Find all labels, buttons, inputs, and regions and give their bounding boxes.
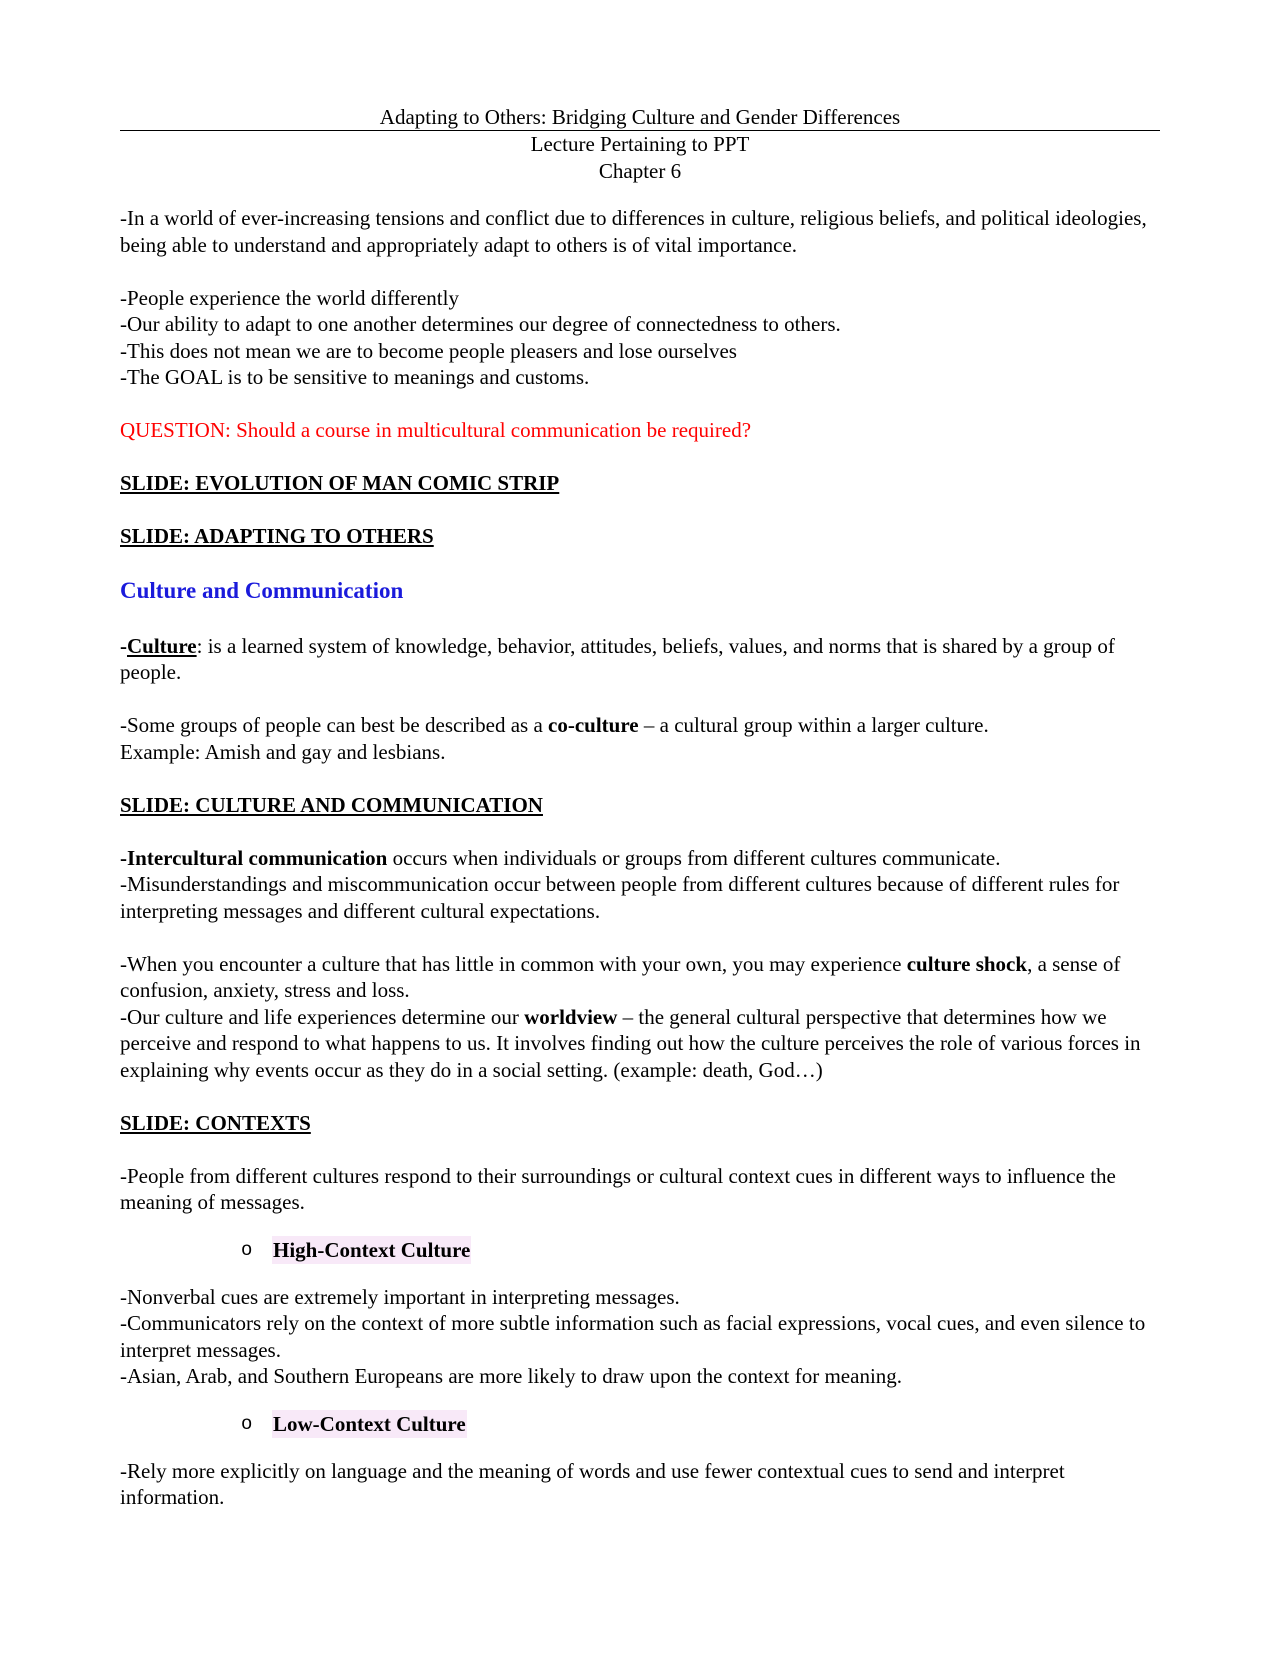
bullet-circle-icon: o <box>241 1412 252 1434</box>
intercultural-text: occurs when individuals or groups from different cultures communicate. <box>387 845 1001 870</box>
coculture-term: co-culture <box>548 713 639 737</box>
document-page <box>120 104 1160 1511</box>
coculture-text-before: -Some groups of people can best be described as a <box>120 713 549 737</box>
intro-line: -The GOAL is to be sensitive to meanings and customs. <box>120 365 590 389</box>
intro-line: -People experience the world differently <box>120 285 459 310</box>
document-title: Adapting to Others: Bridging Culture and Gender Differences <box>120 104 1160 131</box>
section-heading-culture-communication: Culture and Communication <box>120 578 404 603</box>
culture-shock-term: culture shock <box>906 951 1028 976</box>
chapter-label: Chapter 6 <box>598 159 682 183</box>
coculture-example: Example: Amish and gay and lesbians. <box>120 739 446 764</box>
worldview-text-before: -Our culture and life experiences determine our <box>120 1004 525 1029</box>
culture-definition <box>120 633 1160 686</box>
slide-heading-contexts: SLIDE: CONTEXTS <box>120 1110 311 1135</box>
culture-definition-text: : is a learned system of knowledge, behavior, attitudes, beliefs, values, and norms that is shared by a group of people. <box>120 633 1115 684</box>
high-context-line: -Communicators rely on the context of more subtle information such as facial expressions, vocal cues, and even silence to interpret messages. <box>120 1311 1146 1362</box>
culture-shock-text-before: -When you encounter a culture that has little in common with your own, you may experience <box>120 951 907 976</box>
culture-shock-text-after: , a sense of confusion, anxiety, stress and loss. <box>120 951 1121 1002</box>
discussion-question: QUESTION: Should a course in multicultural communication be required? <box>120 418 752 442</box>
worldview-text-after: – the general cultural perspective that determines how we perceive and respond to what happens to us. It involves finding out how the culture perceives the role of various forces in explaining why events occur as they do in a social setting. (example: death, God…) <box>120 1004 1141 1082</box>
high-context-line: -Asian, Arab, and Southern Europeans are more likely to draw upon the context for meaning. <box>120 1364 903 1388</box>
slide-heading-culture-communication: SLIDE: CULTURE AND COMMUNICATION <box>120 792 543 817</box>
low-context-line: -Rely more explicitly on language and the meaning of words and use fewer contextual cues to send and interpret information. <box>120 1458 1065 1509</box>
intro-line: -This does not mean we are to become people pleasers and lose ourselves <box>120 338 737 363</box>
intercultural-dash: - <box>120 845 127 870</box>
slide-heading-adapting: SLIDE: ADAPTING TO OTHERS <box>120 524 434 548</box>
intro-paragraph: -In a world of ever-increasing tensions and conflict due to differences in culture, religious beliefs, and political ideologies, being able to understand and appropriately adapt to others is of vital importance. <box>120 206 1147 257</box>
misunderstanding-paragraph: -Misunderstandings and miscommunication occur between people from different cultures because of different rules for interpreting messages and different cultural expectations. <box>120 872 1120 923</box>
culture-dash: - <box>120 633 127 658</box>
culture-shock-paragraph <box>120 951 1160 1004</box>
intercultural-definition <box>120 845 1160 872</box>
coculture-text-after: – a cultural group within a larger culture. <box>638 713 989 737</box>
document-subtitle: Lecture Pertaining to PPT <box>530 132 750 156</box>
high-context-label: High-Context Culture <box>273 1237 471 1262</box>
intro-line: -Our ability to adapt to one another determines our degree of connectedness to others. <box>120 312 841 336</box>
contexts-intro: -People from different cultures respond to their surroundings or cultural context cues in different ways to influence the meaning of messages. <box>120 1163 1116 1214</box>
worldview-paragraph <box>120 1004 1160 1084</box>
low-context-label: Low-Context Culture <box>273 1411 466 1436</box>
intercultural-term: Intercultural communication <box>127 845 388 870</box>
high-context-bullet <box>120 1236 1160 1264</box>
low-context-bullet <box>120 1410 1160 1438</box>
bullet-circle-icon: o <box>241 1238 252 1260</box>
slide-heading-evolution: SLIDE: EVOLUTION OF MAN COMIC STRIP <box>120 471 560 495</box>
worldview-term: worldview <box>524 1004 618 1029</box>
coculture-paragraph <box>120 712 1160 739</box>
culture-term: Culture <box>127 633 197 658</box>
high-context-line: -Nonverbal cues are extremely important in interpreting messages. <box>120 1284 680 1309</box>
